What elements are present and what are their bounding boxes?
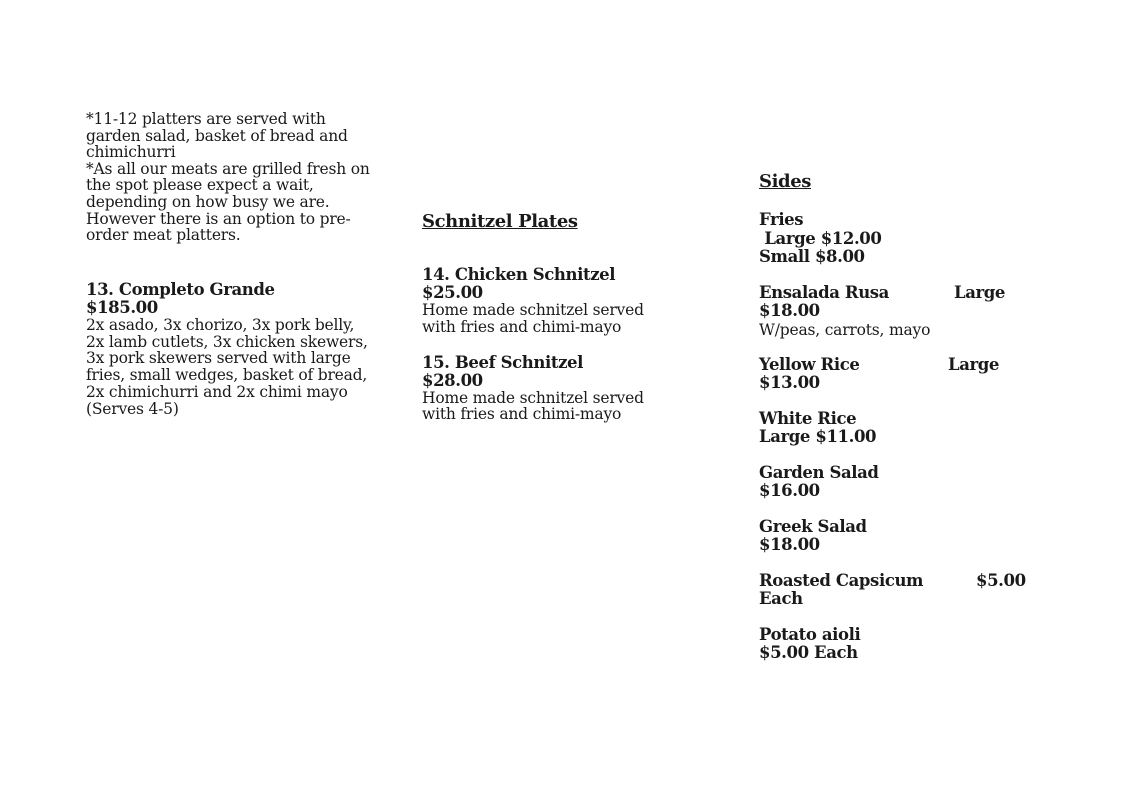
ensalada-size: Large [954, 282, 1006, 302]
chicken-schnitzel-description: Home made schnitzel served with fries and chimi-mayo [422, 301, 644, 336]
chicken-schnitzel-title: 14. Chicken Schnitzel [422, 265, 616, 284]
beef-schnitzel-description: Home made schnitzel served with fries and chimi-mayo [422, 388, 644, 424]
capsicum-title-row [759, 572, 1049, 591]
potato-aioli-title: Potato aioli [759, 624, 861, 644]
capsicum-unit: Each [759, 589, 803, 608]
side-garden-salad [759, 464, 1049, 501]
side-greek-salad [759, 518, 1049, 555]
capsicum-price: $5.00 [976, 570, 1026, 590]
beef-schnitzel-title: 15. Beef Schnitzel [422, 352, 584, 372]
side-potato-aioli [759, 626, 1049, 663]
beef-schnitzel-price: $28.00 [422, 370, 483, 390]
yellow-rice-price: $13.00 [759, 373, 820, 392]
side-fries [759, 211, 1049, 267]
greek-salad-price: $18.00 [759, 535, 820, 554]
schnitzel-column [422, 211, 712, 423]
wait-note: *As all our meats are grilled fresh on the spot please expect a wait, depending on how busy we are. However there is an option to pre-order meat platters. [86, 159, 370, 245]
side-ensalada-rusa [759, 284, 1049, 339]
completo-title: 13. Completo Grande [86, 279, 275, 299]
schnitzel-heading: Schnitzel Plates [422, 211, 578, 232]
yellow-rice-title: Yellow Rice [759, 354, 860, 374]
potato-aioli-price: $5.00 Each [759, 643, 858, 662]
completo-description: 2x asado, 3x chorizo, 3x pork belly, 2x lamb cutlets, 3x chicken skewers, 3x pork skewers served with large fries, small wedges, basket of bread, 2x chimichurri and 2x chimi mayo [86, 315, 368, 401]
yellow-rice-title-row [759, 356, 1049, 375]
side-white-rice [759, 410, 1049, 447]
fries-large: Large $12.00 [759, 228, 882, 248]
sides-heading: Sides [759, 171, 812, 192]
garden-salad-title: Garden Salad [759, 462, 879, 482]
completo-price: $185.00 [86, 297, 158, 317]
completo-serves: (Serves 4-5) [86, 399, 179, 418]
garden-salad-price: $16.00 [759, 481, 820, 500]
chicken-schnitzel-item [422, 266, 682, 336]
platter-note: *11-12 platters are served with garden salad, basket of bread and chimichurri [86, 110, 348, 162]
left-column [86, 111, 386, 418]
fries-small: Small $8.00 [759, 247, 865, 266]
fries-title: Fries [759, 210, 804, 229]
capsicum-title: Roasted Capsicum [759, 570, 924, 590]
beef-schnitzel-item [422, 354, 682, 424]
yellow-rice-size: Large [948, 354, 1000, 374]
chicken-schnitzel-price: $25.00 [422, 283, 483, 302]
white-rice-title: White Rice [759, 408, 857, 428]
completo-grande-item [86, 281, 371, 418]
ensalada-title-row [759, 284, 1049, 303]
greek-salad-title: Greek Salad [759, 516, 867, 536]
side-roasted-capsicum [759, 572, 1049, 609]
white-rice-price: Large $11.00 [759, 427, 877, 446]
ensalada-title: Ensalada Rusa [759, 282, 889, 302]
ensalada-price: $18.00 [759, 301, 820, 320]
side-yellow-rice [759, 356, 1049, 393]
sides-column [759, 171, 1049, 680]
ensalada-description: W/peas, carrots, mayo [759, 320, 931, 339]
